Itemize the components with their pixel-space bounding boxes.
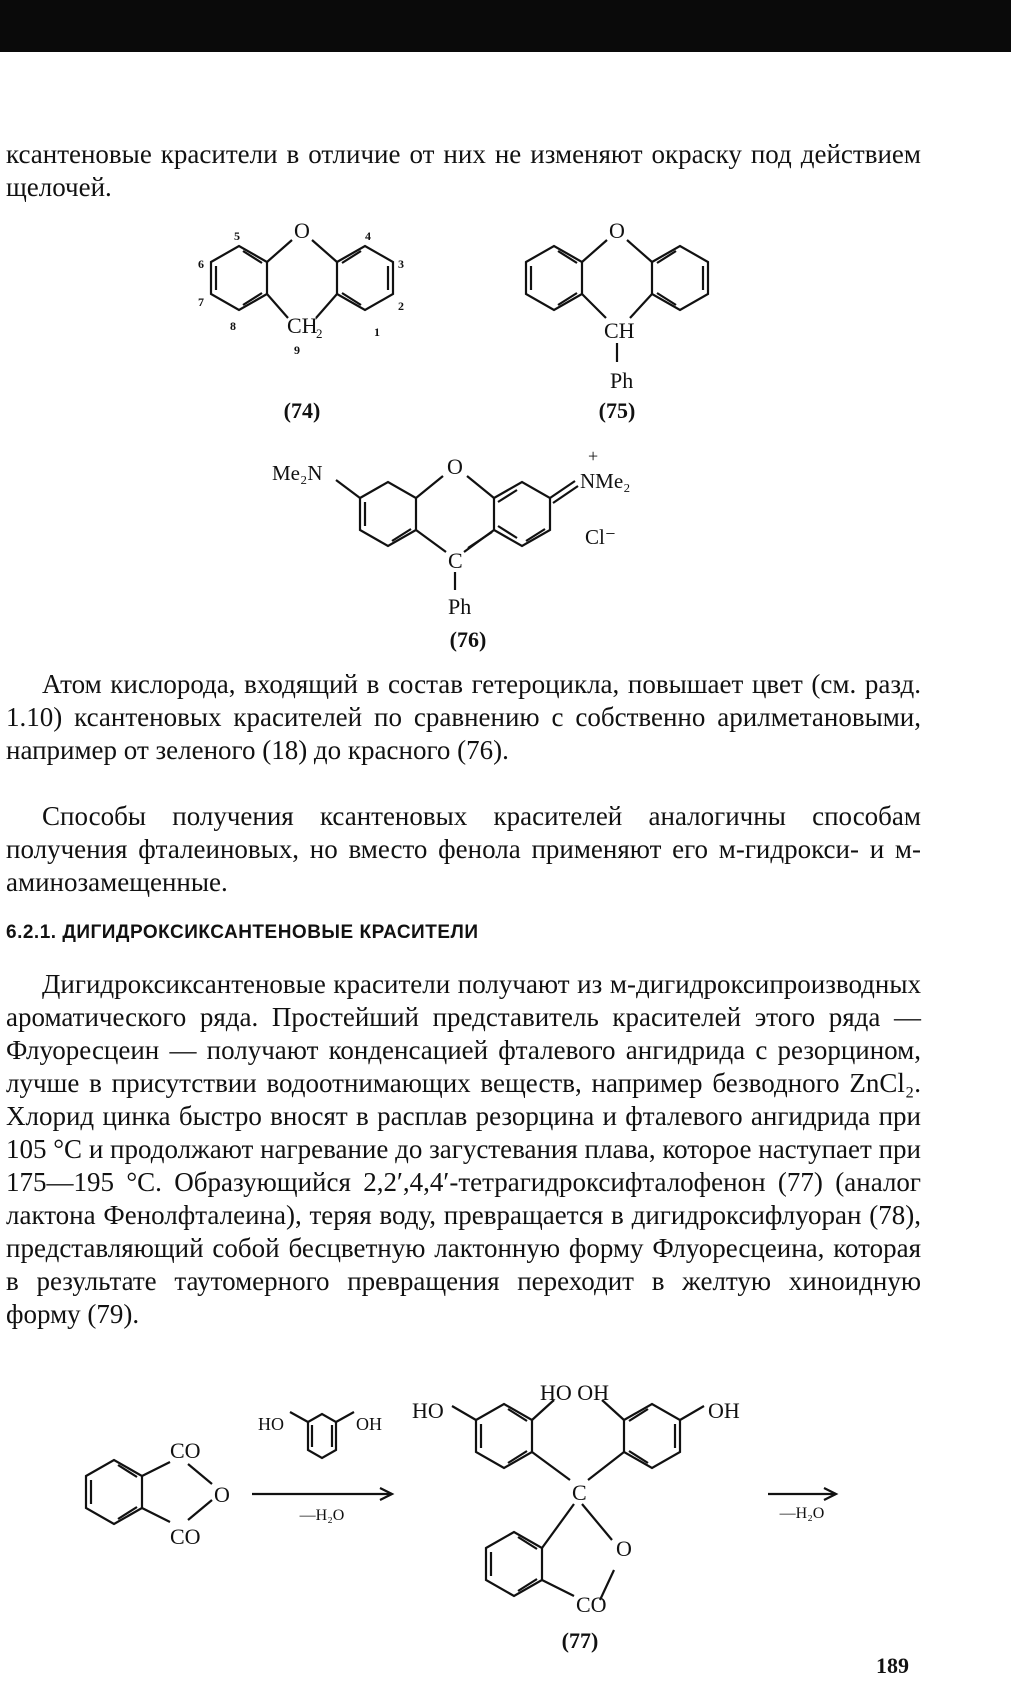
s76-anion: Cl⁻ bbox=[585, 525, 616, 549]
s74-label: (74) bbox=[283, 398, 321, 423]
s74-pos7: 7 bbox=[198, 295, 204, 309]
s74-ch2: CH bbox=[287, 313, 318, 338]
p77-hooh: HO OH bbox=[540, 1380, 610, 1405]
reaction-phthalic-anhydride bbox=[86, 1460, 212, 1524]
s74-pos4: 4 bbox=[365, 229, 371, 243]
structure-75-labels bbox=[599, 218, 636, 423]
paragraph-methods: Способы получения ксантеновых красителей аналогичны способам получения фталеиновых, но вместо фенола применяют его м-гидрокси- и м-аминозамещенные. bbox=[6, 801, 921, 897]
paragraph-dihydroxyxanthene: Дигидроксиксантеновые красители получают из м-дигидроксипроизводных ароматического ряда. Простейший представитель красителей этого ряда — Флуоресцеин — получают конденсацией фталевого ангидрида с резорцином, лучше в присутствии водоотнимающих веществ, например безводного ZnCl₂. Хлорид цинка быстро вносят в расплав резорцина и фталевого ангидрида при 105 °С и продолжают нагревание до загустевания плава, которое наступает при 175—195 °С. Образующийся 2,2′,4,4′-тетрагидроксифталофенон (77) (аналог лактона Фенолфталеина), теряя воду, превращается в дигидроксифлуоран (78), представляющий собой бесцветную лактонную форму Флуоресцеина, которая в результате таутомерного превращения переходит в желтую хиноидную форму (79). bbox=[6, 969, 921, 1329]
anhydride-co-bottom: CO bbox=[170, 1524, 201, 1549]
p77-label: (77) bbox=[561, 1628, 599, 1653]
s75-label: (75) bbox=[598, 398, 636, 423]
p77-co: CO bbox=[576, 1592, 607, 1617]
s76-left-group: Me₂N bbox=[272, 461, 323, 485]
s76-ph: Ph bbox=[448, 594, 472, 619]
reaction-labels bbox=[170, 1380, 824, 1653]
intro-paragraph: ксантеновые красители в отличие от них не изменяют окраску под действием щелочей. bbox=[6, 139, 921, 202]
resorcinol-ho: HO bbox=[258, 1414, 284, 1434]
arrow2-label: —H₂O bbox=[779, 1505, 825, 1522]
page-number: 189 bbox=[876, 1653, 909, 1678]
s74-pos2: 2 bbox=[398, 299, 404, 313]
section-heading: 6.2.1. ДИГИДРОКСИКСАНТЕНОВЫЕ КРАСИТЕЛИ bbox=[6, 922, 479, 943]
anhydride-oxygen: O bbox=[214, 1482, 230, 1507]
s74-pos5: 5 bbox=[234, 229, 240, 243]
s76-right-group: NMe₂ bbox=[580, 469, 631, 493]
p77-ho-left: HO bbox=[412, 1398, 444, 1423]
structure-74 bbox=[211, 240, 393, 318]
s74-ch2-sub: 2 bbox=[316, 326, 323, 341]
s74-oxygen: O bbox=[294, 218, 310, 243]
s74-pos1: 1 bbox=[374, 325, 380, 339]
s76-plus: + bbox=[588, 446, 599, 466]
structure-75 bbox=[526, 240, 708, 362]
s74-pos3: 3 bbox=[398, 257, 404, 271]
s76-carbon: C bbox=[448, 548, 463, 573]
resorcinol-oh: OH bbox=[356, 1414, 382, 1434]
arrow1-label: —H₂O bbox=[299, 1507, 345, 1524]
s76-oxygen: O bbox=[447, 454, 463, 479]
p77-oh-right: OH bbox=[708, 1398, 740, 1423]
reaction-arrow-2 bbox=[768, 1488, 836, 1500]
anhydride-co-top: CO bbox=[170, 1438, 201, 1463]
structure-76-labels bbox=[272, 446, 630, 652]
reaction-resorcinol bbox=[290, 1412, 354, 1458]
s74-pos6: 6 bbox=[198, 257, 204, 271]
s75-ph: Ph bbox=[610, 368, 634, 393]
s74-pos8: 8 bbox=[230, 319, 236, 333]
structure-74-labels bbox=[198, 218, 404, 423]
paragraph-oxygen-atom: Атом кислорода, входящий в состав гетероцикла, повышает цвет (см. разд. 1.10) ксантеновых красителей по сравнению с собственно арилметановыми, например от зеленого (18) до красного (76). bbox=[6, 669, 921, 765]
p77-oxygen: O bbox=[616, 1536, 632, 1561]
s76-label: (76) bbox=[449, 627, 487, 652]
s74-pos9: 9 bbox=[294, 343, 300, 357]
reaction-arrow-1 bbox=[252, 1488, 392, 1500]
p77-carbon: C bbox=[572, 1480, 587, 1505]
s75-oxygen: O bbox=[609, 218, 625, 243]
s75-ch: CH bbox=[604, 318, 635, 343]
